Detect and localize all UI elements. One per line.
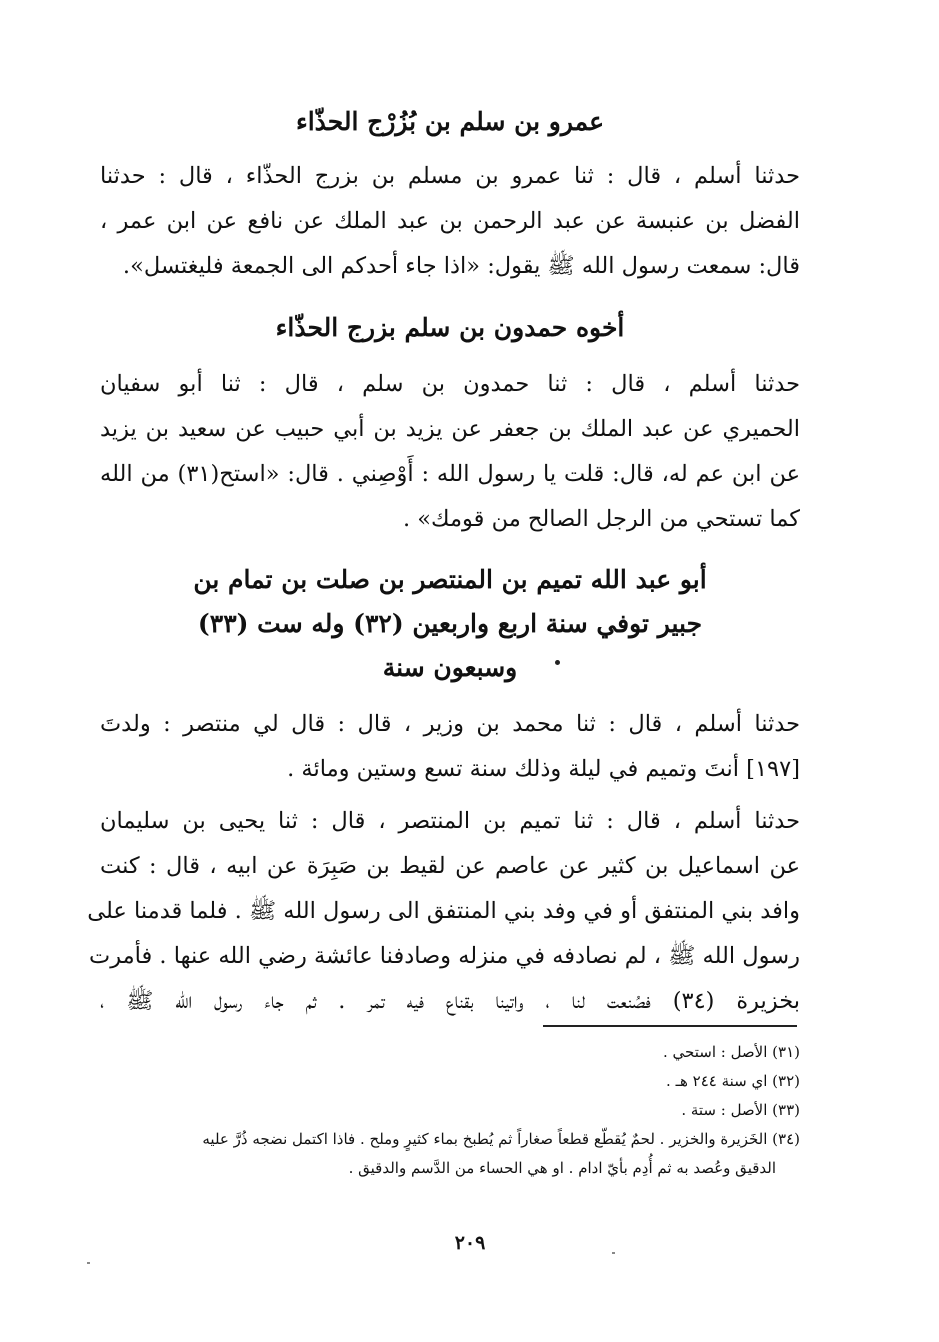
text-line: عن ابن عم له، قال: قلت يا رسول الله : أَوْصِني . قال: «استح(٣١) من الله [100, 461, 800, 487]
footnote-separator [543, 1025, 797, 1027]
footnote-33: (٣٣) الأصل : ستة . [681, 1101, 800, 1119]
scan-speck [87, 1262, 90, 1264]
page-number: ٢٠٩ [454, 1232, 486, 1254]
footnotes [100, 1038, 800, 1183]
print-dot [555, 660, 560, 665]
title-line: أبو عبد الله تميم بن المنتصر بن صلت بن تمام بن [193, 565, 707, 594]
text-line: عن اسماعيل بن كثير عن عاصم عن لقيط بن صَبِرَة عن ابيه ، قال : كنت [100, 853, 800, 879]
text-line: قال: سمعت رسول الله ﷺ يقول: «اذا جاء أحدكم الى الجمعة فليغتسل». [122, 253, 800, 279]
paragraph-hamdun [100, 362, 800, 542]
paragraph-tamim-hadith [87, 799, 800, 1024]
title-line: جبير توفي سنة اربع واربعين (٣٢) وله ست (٣٣) [197, 609, 703, 638]
text-line: كما تستحي من الرجل الصالح من قومك» . [402, 506, 800, 532]
footnote-34: (٣٤) الخَزيرة والخزير . لحمٌ يُقطّع قطعاً صغاراً ثم يُطبخ بماء كثيرٍ وملح . فاذا اكتمل نضجه ذُرَّ عليه [202, 1130, 800, 1148]
section-title-amr: عمرو بن سلم بن بُزُرْج الحذّاء [295, 107, 605, 136]
text-line: حدثنا أسلم ، قال : ثنا عمرو بن مسلم بن بزرج الحذّاء ، قال : حدثنا [100, 163, 800, 189]
text-line: حدثنا أسلم ، قال : ثنا محمد بن وزير ، قال : قال لي منتصر : ولدتَ [100, 711, 800, 737]
footnote-32: (٣٢) اي سنة ٢٤٤ هـ . [666, 1072, 800, 1090]
title-line: وسبعون سنة [382, 653, 518, 682]
paragraph-tamim-birth [100, 702, 800, 792]
text-line: الحميري عن عبد الملك بن جعفر عن يزيد بن أبي حبيب عن سعيد بن يزيد [100, 416, 800, 442]
footnote-34-continuation: الدقيق وعُصد به ثم أُدِم بأيّ ادام . او هي الحساء من الدَّسم والدقيق . [348, 1159, 776, 1177]
text-line: وافد بني المنتفق أو في وفد بني المنتفق الى رسول الله ﷺ . فلما قدمنا على [87, 898, 800, 924]
text-line: حدثنا أسلم ، قال : ثنا تميم بن المنتصر ، قال : ثنا يحيى بن سليمان [100, 808, 800, 834]
section-title-hamdun: أخوه حمدون بن سلم بزرج الحذّاء [275, 313, 625, 342]
text-line: الفضل بن عنبسة عن عبد الرحمن بن عبد الملك عن نافع عن ابن عمر ، [100, 208, 800, 234]
text-line: رسول الله ﷺ ، لم نصادفه في منزله وصادفنا عائشة رضي الله عنها . فأمرت [89, 943, 800, 969]
text-line: بخزيرة (٣٤) فصُنعت لنا ، واتينا بقناع فيه تمر . ثم جاء رسول الله ﷺ ، [100, 988, 800, 1014]
paragraph-amr [100, 154, 800, 289]
section-title-tamim [100, 558, 800, 690]
footnote-31: (٣١) الأصل : استحي . [663, 1043, 800, 1061]
text-line: [١٩٧] أنتَ وتميم في ليلة وذلك سنة تسع وستين ومائة . [287, 756, 800, 782]
text-line: حدثنا أسلم ، قال : ثنا حمدون بن سلم ، قال : ثنا أبو سفيان [100, 371, 800, 397]
scan-speck [612, 1252, 615, 1254]
